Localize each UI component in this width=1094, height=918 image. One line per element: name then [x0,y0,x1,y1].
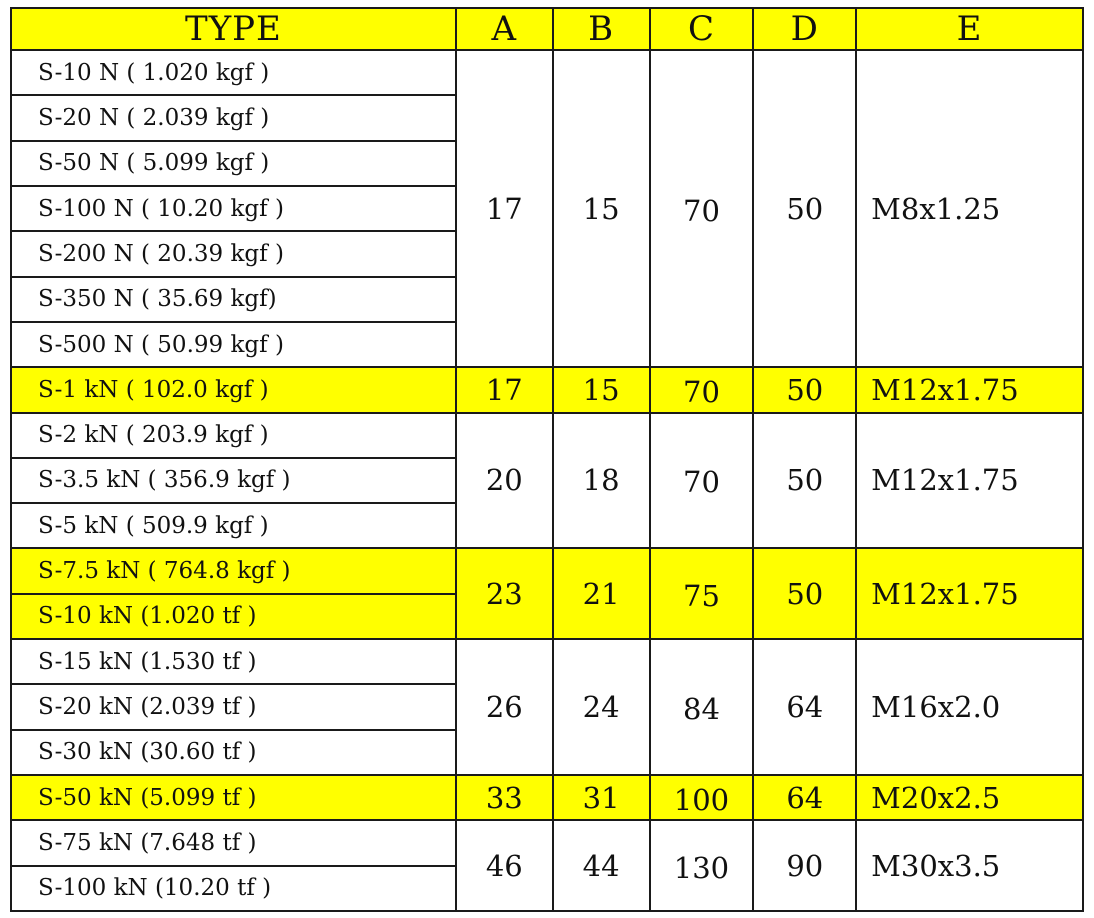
value-a: 46 [456,820,553,911]
table-row [11,413,1083,458]
type-cell: S-15 kN (1.530 tf ) [11,639,456,684]
value-a: 20 [456,413,553,549]
type-cell: S-50 kN (5.099 tf ) [11,775,456,820]
header-d: D [753,8,856,50]
table-row [11,820,1083,865]
value-d: 64 [753,639,856,775]
value-e: M8x1.25 [856,50,1083,367]
value-a: 17 [456,50,553,367]
value-b: 18 [553,413,650,549]
dimension-table [10,7,1084,912]
value-d: 50 [753,413,856,549]
type-cell: S-350 N ( 35.69 kgf) [11,277,456,322]
type-cell: S-7.5 kN ( 764.8 kgf ) [11,548,456,593]
type-cell: S-1 kN ( 102.0 kgf ) [11,367,456,412]
table-row [11,548,1083,593]
value-c: 70 [650,50,754,367]
value-d: 50 [753,548,856,639]
type-cell: S-100 kN (10.20 tf ) [11,866,456,911]
header-row [11,8,1083,50]
value-a: 33 [456,775,553,820]
value-e: M12x1.75 [856,413,1083,549]
header-b: B [553,8,650,50]
value-a: 26 [456,639,553,775]
value-b: 15 [553,50,650,367]
type-cell: S-10 kN (1.020 tf ) [11,594,456,639]
value-d: 50 [753,50,856,367]
value-a: 23 [456,548,553,639]
table-row [11,639,1083,684]
value-e: M20x2.5 [856,775,1083,820]
value-d: 64 [753,775,856,820]
header-c: C [650,8,754,50]
type-cell: S-75 kN (7.648 tf ) [11,820,456,865]
type-cell: S-500 N ( 50.99 kgf ) [11,322,456,367]
header-e: E [856,8,1083,50]
value-e: M30x3.5 [856,820,1083,911]
type-cell: S-100 N ( 10.20 kgf ) [11,186,456,231]
value-d: 50 [753,367,856,412]
value-c: 100 [650,775,754,820]
table-row [11,367,1083,412]
type-cell: S-20 kN (2.039 tf ) [11,684,456,729]
value-e: M12x1.75 [856,367,1083,412]
value-c: 75 [650,548,754,639]
value-b: 44 [553,820,650,911]
value-a: 17 [456,367,553,412]
type-cell: S-10 N ( 1.020 kgf ) [11,50,456,95]
type-cell: S-50 N ( 5.099 kgf ) [11,141,456,186]
value-d: 90 [753,820,856,911]
type-cell: S-200 N ( 20.39 kgf ) [11,231,456,276]
type-cell: S-20 N ( 2.039 kgf ) [11,95,456,140]
type-cell: S-30 kN (30.60 tf ) [11,730,456,775]
value-e: M12x1.75 [856,548,1083,639]
table-row [11,775,1083,820]
value-c: 130 [650,820,754,911]
value-e: M16x2.0 [856,639,1083,775]
value-c: 70 [650,367,754,412]
value-c: 70 [650,413,754,549]
type-cell: S-5 kN ( 509.9 kgf ) [11,503,456,548]
value-b: 31 [553,775,650,820]
value-c: 84 [650,639,754,775]
type-cell: S-3.5 kN ( 356.9 kgf ) [11,458,456,503]
value-b: 21 [553,548,650,639]
header-type: TYPE [11,8,456,50]
type-cell: S-2 kN ( 203.9 kgf ) [11,413,456,458]
table-row [11,50,1083,95]
value-b: 24 [553,639,650,775]
header-a: A [456,8,553,50]
value-b: 15 [553,367,650,412]
